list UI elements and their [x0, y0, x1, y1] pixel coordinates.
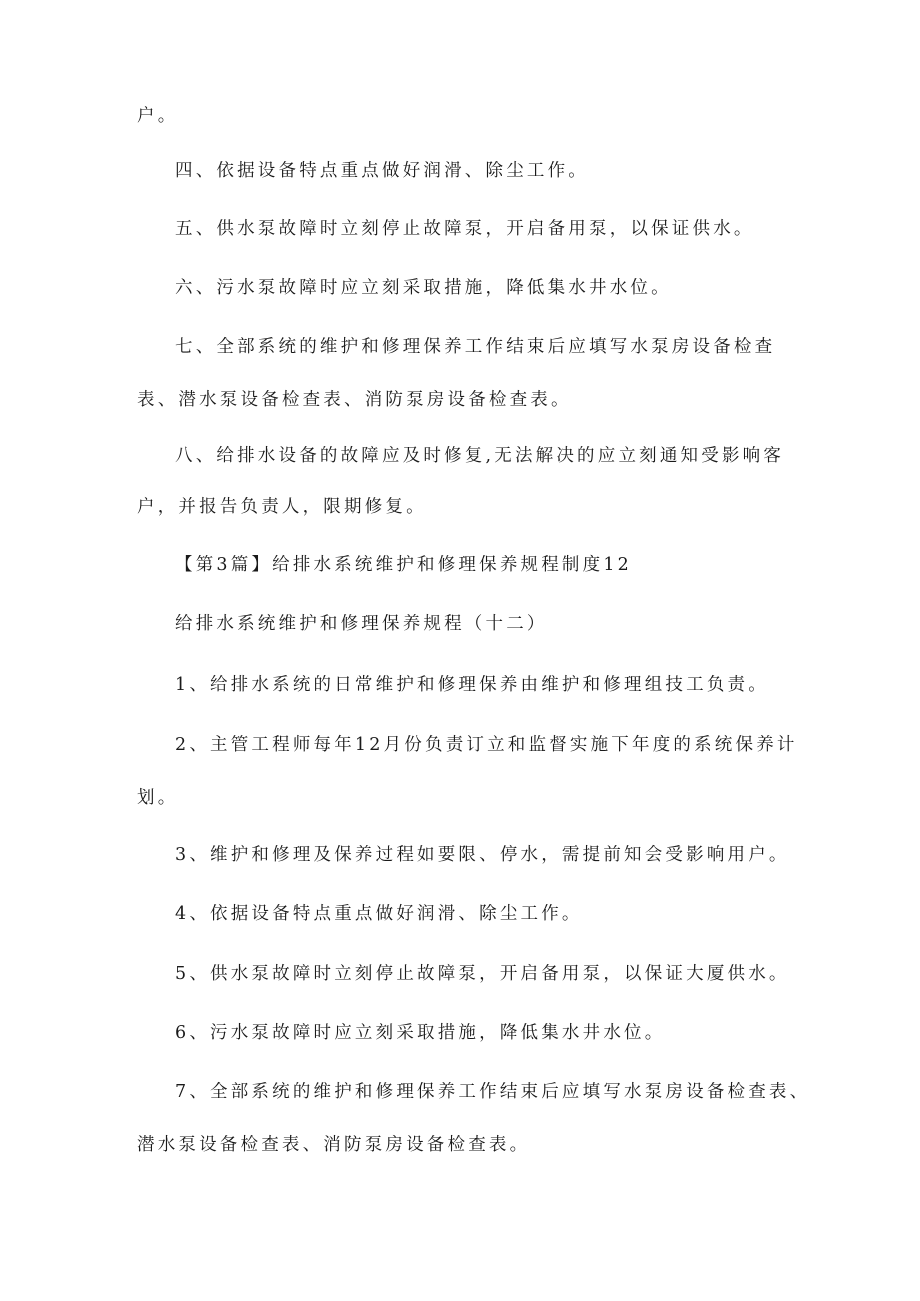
text-line-item-6: 六、污水泵故障时应立刻采取措施，降低集水井水位。	[175, 278, 672, 298]
text-line-item-7: 七、全部系统的维护和修理保养工作结束后应填写水泵房设备检查	[175, 337, 776, 357]
text-line-item-5: 五、供水泵故障时立刻停止故障泵，开启备用泵，以保证供水。	[175, 219, 755, 239]
text-line-continuation: 户。	[137, 106, 179, 126]
text-line-rule-2-cont: 划。	[137, 788, 179, 808]
text-line-item-8: 八、给排水设备的故障应及时修复,无法解决的应立刻通知受影响客	[175, 446, 785, 466]
section-subtitle: 给排水系统维护和修理保养规程（十二）	[175, 614, 548, 634]
text-line-rule-7-cont: 潜水泵设备检查表、消防泵房设备检查表。	[137, 1135, 531, 1155]
text-line-item-4: 四、依据设备特点重点做好润滑、除尘工作。	[175, 161, 589, 181]
text-line-rule-6: 6、污水泵故障时应立刻采取措施，降低集水井水位。	[175, 1023, 666, 1043]
text-line-rule-3: 3、维护和修理及保养过程如要限、停水，需提前知会受影响用户。	[175, 845, 790, 865]
section-heading: 【第3篇】给排水系统维护和修理保养规程制度12	[175, 555, 633, 575]
text-line-rule-2: 2、主管工程师每年12月份负责订立和监督实施下年度的系统保养计	[175, 735, 798, 755]
text-line-item-8-cont: 户，并报告负责人，限期修复。	[137, 497, 427, 517]
text-line-item-7-cont: 表、潜水泵设备检查表、消防泵房设备检查表。	[137, 390, 572, 410]
text-line-rule-5: 5、供水泵故障时立刻停止故障泵，开启备用泵，以保证大厦供水。	[175, 964, 790, 984]
text-line-rule-4: 4、依据设备特点重点做好润滑、除尘工作。	[175, 904, 583, 924]
text-line-rule-1: 1、给排水系统的日常维护和修理保养由维护和修理组技工负责。	[175, 675, 769, 695]
text-line-rule-7: 7、全部系统的维护和修理保养工作结束后应填写水泵房设备检查表、	[175, 1082, 811, 1102]
